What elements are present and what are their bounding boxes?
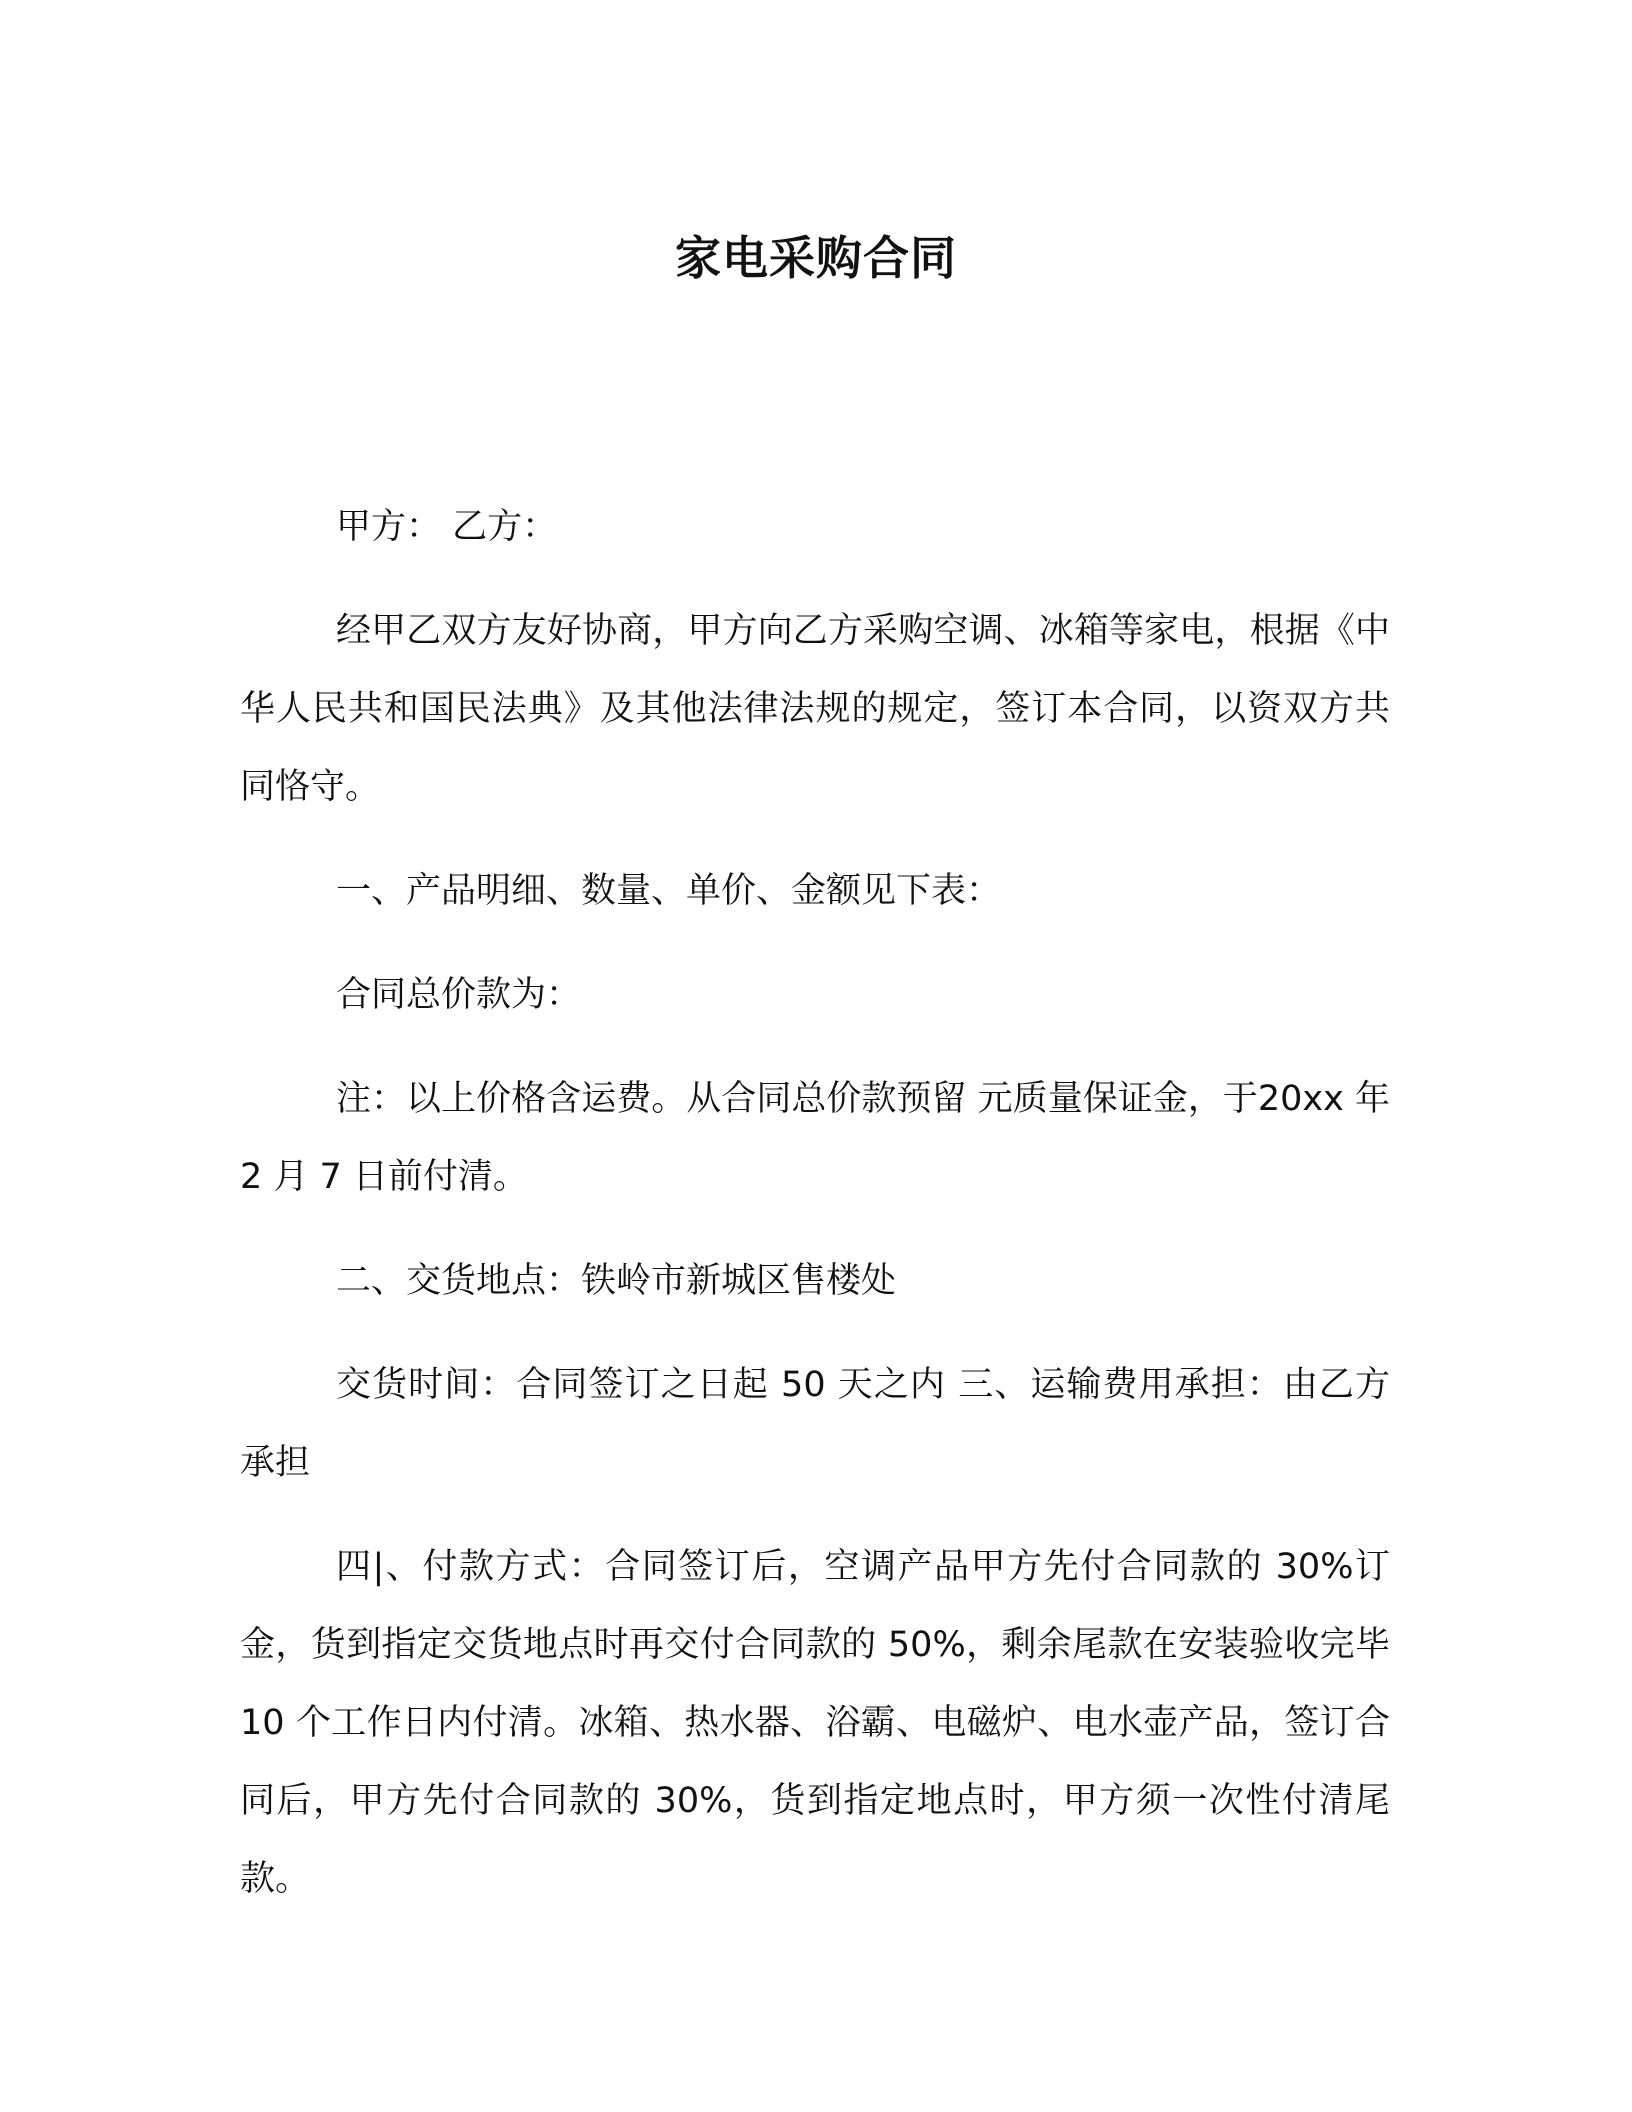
delivery-time-paragraph: 交货时间：合同签订之日起 50 天之内 三、运输费用承担：由乙方承担	[240, 1365, 1390, 1483]
document-body	[240, 488, 1390, 1944]
clause-2-paragraph: 二、交货地点：铁岭市新城区售楼处	[336, 1261, 897, 1301]
clause-1-paragraph: 一、产品明细、数量、单价、金额见下表：	[336, 871, 1002, 911]
document-title: 家电采购合同	[675, 231, 957, 285]
total-price-paragraph: 合同总价款为：	[336, 975, 582, 1015]
note-paragraph: 注：以上价格含运费。从合同总价款预留 元质量保证金，于20xx 年 2 月 7 日前付清。	[240, 1079, 1390, 1197]
preamble-paragraph: 经甲乙双方友好协商，甲方向乙方采购空调、冰箱等家电，根据《中华人民共和国民法典》及其他法律法规的规定，签订本合同，以资双方共同恪守。	[240, 611, 1390, 807]
parties-paragraph: 甲方： 乙方：	[336, 507, 558, 547]
clause-4-paragraph: 四|、付款方式：合同签订后，空调产品甲方先付合同款的 30%订金，货到指定交货地点时再交付合同款的 50%，剩余尾款在安装验收完毕 10 个工作日内付清。冰箱、热水器、浴霸、电磁炉、电水壶产品，签订合同后，甲方先付合同款的 30%，货到指定地点时，甲方须一次性付清尾款。	[240, 1547, 1390, 1899]
